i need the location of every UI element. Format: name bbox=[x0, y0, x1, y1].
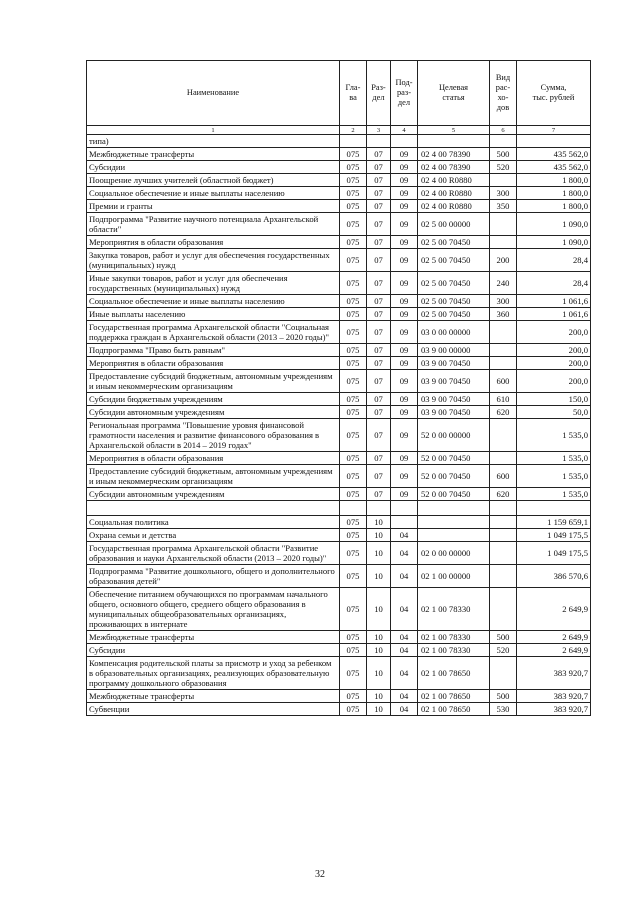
cell-razdel: 07 bbox=[367, 187, 391, 200]
cell-summa: 1 535,0 bbox=[517, 419, 591, 452]
cell-glava: 075 bbox=[340, 370, 367, 393]
cell-vid-rashodov bbox=[490, 213, 517, 236]
cell-name: Подпрограмма "Право быть равным" bbox=[87, 344, 340, 357]
cell-celevaya-statya: 02 5 00 70450 bbox=[418, 249, 490, 272]
col-number: 3 bbox=[367, 126, 391, 135]
cell-razdel: 07 bbox=[367, 200, 391, 213]
cell-podrazdel: 09 bbox=[391, 406, 418, 419]
cell-celevaya-statya: 02 4 00 R0880 bbox=[418, 174, 490, 187]
cell-razdel: 10 bbox=[367, 703, 391, 716]
cell-name: Государственная программа Архангельской области "Развитие образования и науки Архангельской области (2013 – 2020 годы)" bbox=[87, 542, 340, 565]
cell-razdel: 07 bbox=[367, 148, 391, 161]
cell-name: Государственная программа Архангельской области "Социальная поддержка граждан в Архангельской области (2013 – 2020 годы)" bbox=[87, 321, 340, 344]
cell-razdel: 07 bbox=[367, 161, 391, 174]
header-celevaya-statya: Целевая статья bbox=[418, 61, 490, 126]
cell-celevaya-statya: 03 9 00 00000 bbox=[418, 344, 490, 357]
cell-vid-rashodov: 620 bbox=[490, 488, 517, 501]
cell-celevaya-statya bbox=[418, 135, 490, 148]
cell-podrazdel: 04 bbox=[391, 690, 418, 703]
cell-razdel: 07 bbox=[367, 370, 391, 393]
cell-vid-rashodov: 600 bbox=[490, 465, 517, 488]
cell-vid-rashodov: 500 bbox=[490, 690, 517, 703]
cell-celevaya-statya: 02 1 00 78330 bbox=[418, 588, 490, 631]
cell-summa: 1 800,0 bbox=[517, 174, 591, 187]
table-row bbox=[87, 357, 591, 370]
table-row bbox=[87, 161, 591, 174]
header-glava: Гла- ва bbox=[340, 61, 367, 126]
cell-podrazdel bbox=[391, 516, 418, 529]
table-row bbox=[87, 529, 591, 542]
cell-glava: 075 bbox=[340, 644, 367, 657]
cell-name: Мероприятия в области образования bbox=[87, 357, 340, 370]
cell-glava: 075 bbox=[340, 161, 367, 174]
cell-summa: 386 570,6 bbox=[517, 565, 591, 588]
cell-summa: 1 535,0 bbox=[517, 452, 591, 465]
cell-razdel: 07 bbox=[367, 344, 391, 357]
cell-name: Межбюджетные трансферты bbox=[87, 690, 340, 703]
table-row bbox=[87, 295, 591, 308]
cell-vid-rashodov: 520 bbox=[490, 161, 517, 174]
cell-celevaya-statya: 02 1 00 78330 bbox=[418, 644, 490, 657]
cell-glava: 075 bbox=[340, 406, 367, 419]
header-name: Наименование bbox=[87, 61, 340, 126]
cell-celevaya-statya: 03 9 00 70450 bbox=[418, 393, 490, 406]
cell-name bbox=[87, 501, 340, 516]
cell-summa: 2 649,9 bbox=[517, 631, 591, 644]
table-header-row bbox=[87, 61, 591, 126]
cell-glava: 075 bbox=[340, 200, 367, 213]
cell-razdel: 07 bbox=[367, 213, 391, 236]
cell-summa: 1 061,6 bbox=[517, 295, 591, 308]
cell-summa: 383 920,7 bbox=[517, 690, 591, 703]
cell-summa: 28,4 bbox=[517, 249, 591, 272]
cell-glava: 075 bbox=[340, 295, 367, 308]
cell-celevaya-statya: 02 1 00 78650 bbox=[418, 690, 490, 703]
cell-vid-rashodov bbox=[490, 321, 517, 344]
cell-celevaya-statya: 02 0 00 00000 bbox=[418, 542, 490, 565]
table-row bbox=[87, 272, 591, 295]
cell-celevaya-statya bbox=[418, 501, 490, 516]
cell-razdel: 07 bbox=[367, 357, 391, 370]
cell-vid-rashodov: 360 bbox=[490, 308, 517, 321]
cell-celevaya-statya: 03 9 00 70450 bbox=[418, 357, 490, 370]
col-number: 7 bbox=[517, 126, 591, 135]
table-row bbox=[87, 501, 591, 516]
cell-razdel: 10 bbox=[367, 516, 391, 529]
cell-glava: 075 bbox=[340, 690, 367, 703]
cell-vid-rashodov bbox=[490, 419, 517, 452]
cell-podrazdel: 09 bbox=[391, 295, 418, 308]
cell-vid-rashodov: 530 bbox=[490, 703, 517, 716]
cell-name: Межбюджетные трансферты bbox=[87, 631, 340, 644]
table-row bbox=[87, 236, 591, 249]
cell-summa: 1 061,6 bbox=[517, 308, 591, 321]
cell-name: Мероприятия в области образования bbox=[87, 236, 340, 249]
table-row bbox=[87, 488, 591, 501]
cell-podrazdel: 09 bbox=[391, 393, 418, 406]
cell-vid-rashodov: 610 bbox=[490, 393, 517, 406]
header-razdel: Раз- дел bbox=[367, 61, 391, 126]
cell-razdel: 07 bbox=[367, 452, 391, 465]
cell-celevaya-statya: 52 0 00 70450 bbox=[418, 452, 490, 465]
header-summa: Сумма, тыс. рублей bbox=[517, 61, 591, 126]
cell-celevaya-statya bbox=[418, 516, 490, 529]
cell-summa: 150,0 bbox=[517, 393, 591, 406]
cell-razdel: 07 bbox=[367, 321, 391, 344]
cell-summa: 383 920,7 bbox=[517, 703, 591, 716]
cell-glava: 075 bbox=[340, 588, 367, 631]
table-row bbox=[87, 174, 591, 187]
cell-vid-rashodov bbox=[490, 565, 517, 588]
cell-summa: 1 159 659,1 bbox=[517, 516, 591, 529]
cell-name: Предоставление субсидий бюджетным, автономным учреждениям и иным некоммерческим организациям bbox=[87, 465, 340, 488]
table-row bbox=[87, 703, 591, 716]
cell-vid-rashodov: 350 bbox=[490, 200, 517, 213]
cell-podrazdel: 04 bbox=[391, 588, 418, 631]
cell-razdel: 10 bbox=[367, 565, 391, 588]
cell-summa: 1 800,0 bbox=[517, 200, 591, 213]
cell-vid-rashodov: 520 bbox=[490, 644, 517, 657]
cell-celevaya-statya: 02 1 00 78330 bbox=[418, 631, 490, 644]
cell-celevaya-statya: 02 4 00 R0880 bbox=[418, 200, 490, 213]
cell-celevaya-statya: 02 4 00 78390 bbox=[418, 148, 490, 161]
cell-summa: 2 649,9 bbox=[517, 644, 591, 657]
cell-podrazdel: 09 bbox=[391, 465, 418, 488]
cell-name: Субсидии бюджетным учреждениям bbox=[87, 393, 340, 406]
column-numbers-row bbox=[87, 126, 591, 135]
cell-celevaya-statya: 03 0 00 00000 bbox=[418, 321, 490, 344]
cell-glava: 075 bbox=[340, 393, 367, 406]
cell-glava: 075 bbox=[340, 213, 367, 236]
table-row bbox=[87, 249, 591, 272]
cell-vid-rashodov: 500 bbox=[490, 631, 517, 644]
cell-celevaya-statya: 02 1 00 78650 bbox=[418, 657, 490, 690]
header-podrazdel: Под- раз- дел bbox=[391, 61, 418, 126]
cell-celevaya-statya: 02 4 00 78390 bbox=[418, 161, 490, 174]
cell-podrazdel bbox=[391, 501, 418, 516]
cell-summa: 1 535,0 bbox=[517, 465, 591, 488]
cell-podrazdel: 09 bbox=[391, 148, 418, 161]
cell-vid-rashodov bbox=[490, 529, 517, 542]
cell-name: Обеспечение питанием обучающихся по программам начального общего, основного общего, среднего общего образования в муниципальных общеобразовательных организациях, проживающих в интернате bbox=[87, 588, 340, 631]
cell-glava: 075 bbox=[340, 148, 367, 161]
cell-glava: 075 bbox=[340, 272, 367, 295]
cell-glava: 075 bbox=[340, 344, 367, 357]
cell-vid-rashodov: 300 bbox=[490, 295, 517, 308]
col-number: 2 bbox=[340, 126, 367, 135]
table-row bbox=[87, 213, 591, 236]
cell-razdel: 07 bbox=[367, 272, 391, 295]
cell-vid-rashodov bbox=[490, 357, 517, 370]
cell-podrazdel: 09 bbox=[391, 272, 418, 295]
cell-vid-rashodov: 240 bbox=[490, 272, 517, 295]
cell-podrazdel: 09 bbox=[391, 236, 418, 249]
cell-celevaya-statya: 02 5 00 70450 bbox=[418, 272, 490, 295]
cell-glava: 075 bbox=[340, 236, 367, 249]
cell-podrazdel: 09 bbox=[391, 370, 418, 393]
cell-name: Подпрограмма "Развитие дошкольного, общего и дополнительного образования детей" bbox=[87, 565, 340, 588]
table-row bbox=[87, 644, 591, 657]
cell-podrazdel: 09 bbox=[391, 187, 418, 200]
cell-razdel: 10 bbox=[367, 644, 391, 657]
cell-vid-rashodov bbox=[490, 657, 517, 690]
cell-vid-rashodov bbox=[490, 542, 517, 565]
cell-podrazdel: 04 bbox=[391, 657, 418, 690]
col-number: 4 bbox=[391, 126, 418, 135]
table-row bbox=[87, 135, 591, 148]
cell-celevaya-statya: 02 1 00 00000 bbox=[418, 565, 490, 588]
cell-podrazdel: 04 bbox=[391, 631, 418, 644]
cell-podrazdel: 09 bbox=[391, 344, 418, 357]
cell-summa: 200,0 bbox=[517, 370, 591, 393]
cell-glava: 075 bbox=[340, 565, 367, 588]
cell-name: Компенсация родительской платы за присмотр и уход за ребенком в образовательных организациях, реализующих образовательную программу дошкольного образования bbox=[87, 657, 340, 690]
cell-glava: 075 bbox=[340, 174, 367, 187]
cell-name: Социальное обеспечение и иные выплаты населению bbox=[87, 295, 340, 308]
table-row bbox=[87, 187, 591, 200]
cell-celevaya-statya: 02 5 00 70450 bbox=[418, 236, 490, 249]
cell-celevaya-statya: 02 5 00 00000 bbox=[418, 213, 490, 236]
cell-celevaya-statya: 03 9 00 70450 bbox=[418, 406, 490, 419]
cell-vid-rashodov bbox=[490, 236, 517, 249]
cell-vid-rashodov bbox=[490, 135, 517, 148]
cell-podrazdel: 09 bbox=[391, 249, 418, 272]
cell-celevaya-statya: 52 0 00 70450 bbox=[418, 465, 490, 488]
cell-celevaya-statya bbox=[418, 529, 490, 542]
cell-name: Межбюджетные трансферты bbox=[87, 148, 340, 161]
cell-glava bbox=[340, 501, 367, 516]
table-row bbox=[87, 657, 591, 690]
cell-podrazdel: 04 bbox=[391, 529, 418, 542]
cell-razdel: 10 bbox=[367, 542, 391, 565]
cell-name: Поощрение лучших учителей (областной бюджет) bbox=[87, 174, 340, 187]
cell-razdel: 07 bbox=[367, 174, 391, 187]
cell-podrazdel: 09 bbox=[391, 308, 418, 321]
table-body bbox=[87, 135, 591, 716]
table-row bbox=[87, 465, 591, 488]
cell-glava bbox=[340, 135, 367, 148]
cell-razdel: 07 bbox=[367, 419, 391, 452]
cell-razdel: 10 bbox=[367, 657, 391, 690]
cell-celevaya-statya: 02 4 00 R0880 bbox=[418, 187, 490, 200]
cell-name: Закупка товаров, работ и услуг для обеспечения государственных (муниципальных) нужд bbox=[87, 249, 340, 272]
cell-glava: 075 bbox=[340, 187, 367, 200]
col-number: 6 bbox=[490, 126, 517, 135]
cell-summa: 200,0 bbox=[517, 344, 591, 357]
cell-name: Иные закупки товаров, работ и услуг для обеспечения государственных (муниципальных) нужд bbox=[87, 272, 340, 295]
cell-summa: 50,0 bbox=[517, 406, 591, 419]
cell-razdel: 07 bbox=[367, 295, 391, 308]
cell-vid-rashodov: 300 bbox=[490, 187, 517, 200]
table-row bbox=[87, 370, 591, 393]
cell-celevaya-statya: 52 0 00 70450 bbox=[418, 488, 490, 501]
cell-summa: 1 049 175,5 bbox=[517, 529, 591, 542]
cell-summa: 1 800,0 bbox=[517, 187, 591, 200]
cell-razdel: 07 bbox=[367, 465, 391, 488]
cell-summa: 28,4 bbox=[517, 272, 591, 295]
cell-vid-rashodov bbox=[490, 588, 517, 631]
cell-name: Иные выплаты населению bbox=[87, 308, 340, 321]
cell-summa: 1 090,0 bbox=[517, 236, 591, 249]
table-row bbox=[87, 516, 591, 529]
table-row bbox=[87, 690, 591, 703]
cell-vid-rashodov bbox=[490, 174, 517, 187]
cell-name: Охрана семьи и детства bbox=[87, 529, 340, 542]
cell-glava: 075 bbox=[340, 419, 367, 452]
table-row bbox=[87, 565, 591, 588]
cell-razdel: 07 bbox=[367, 308, 391, 321]
table-row bbox=[87, 406, 591, 419]
cell-podrazdel: 09 bbox=[391, 213, 418, 236]
cell-glava: 075 bbox=[340, 308, 367, 321]
table-row bbox=[87, 452, 591, 465]
cell-podrazdel: 04 bbox=[391, 542, 418, 565]
cell-name: Социальная политика bbox=[87, 516, 340, 529]
cell-celevaya-statya: 02 5 00 70450 bbox=[418, 295, 490, 308]
cell-podrazdel: 04 bbox=[391, 565, 418, 588]
table-row bbox=[87, 393, 591, 406]
cell-vid-rashodov: 200 bbox=[490, 249, 517, 272]
cell-podrazdel: 09 bbox=[391, 452, 418, 465]
cell-glava: 075 bbox=[340, 542, 367, 565]
col-number: 5 bbox=[418, 126, 490, 135]
cell-vid-rashodov bbox=[490, 516, 517, 529]
cell-summa: 1 090,0 bbox=[517, 213, 591, 236]
cell-razdel bbox=[367, 135, 391, 148]
page-number: 32 bbox=[315, 869, 325, 880]
cell-name: Предоставление субсидий бюджетным, автономным учреждениям и иным некоммерческим организациям bbox=[87, 370, 340, 393]
cell-razdel bbox=[367, 501, 391, 516]
table-row bbox=[87, 631, 591, 644]
cell-glava: 075 bbox=[340, 529, 367, 542]
cell-summa: 435 562,0 bbox=[517, 161, 591, 174]
cell-glava: 075 bbox=[340, 465, 367, 488]
cell-summa: 200,0 bbox=[517, 321, 591, 344]
table-row bbox=[87, 419, 591, 452]
budget-table-sheet bbox=[86, 60, 590, 716]
cell-summa bbox=[517, 135, 591, 148]
cell-razdel: 07 bbox=[367, 488, 391, 501]
cell-celevaya-statya: 02 5 00 70450 bbox=[418, 308, 490, 321]
table-row bbox=[87, 200, 591, 213]
cell-podrazdel: 04 bbox=[391, 703, 418, 716]
cell-podrazdel: 09 bbox=[391, 488, 418, 501]
cell-vid-rashodov: 620 bbox=[490, 406, 517, 419]
cell-name: Субсидии автономным учреждениям bbox=[87, 406, 340, 419]
table-row bbox=[87, 321, 591, 344]
table-row bbox=[87, 148, 591, 161]
cell-razdel: 07 bbox=[367, 236, 391, 249]
cell-glava: 075 bbox=[340, 516, 367, 529]
cell-vid-rashodov bbox=[490, 452, 517, 465]
cell-razdel: 07 bbox=[367, 393, 391, 406]
header-vid-rashodov: Вид рас- хо- дов bbox=[490, 61, 517, 126]
cell-name: Субсидии автономным учреждениям bbox=[87, 488, 340, 501]
cell-podrazdel: 09 bbox=[391, 200, 418, 213]
cell-name: Мероприятия в области образования bbox=[87, 452, 340, 465]
cell-name: типа) bbox=[87, 135, 340, 148]
budget-table bbox=[86, 60, 591, 716]
cell-glava: 075 bbox=[340, 703, 367, 716]
cell-name: Премии и гранты bbox=[87, 200, 340, 213]
cell-celevaya-statya: 02 1 00 78650 bbox=[418, 703, 490, 716]
cell-razdel: 07 bbox=[367, 249, 391, 272]
cell-summa: 1 535,0 bbox=[517, 488, 591, 501]
cell-podrazdel: 09 bbox=[391, 419, 418, 452]
cell-podrazdel: 04 bbox=[391, 644, 418, 657]
cell-vid-rashodov bbox=[490, 501, 517, 516]
cell-name: Субвенции bbox=[87, 703, 340, 716]
cell-summa bbox=[517, 501, 591, 516]
cell-summa: 200,0 bbox=[517, 357, 591, 370]
cell-glava: 075 bbox=[340, 657, 367, 690]
cell-razdel: 07 bbox=[367, 406, 391, 419]
table-row bbox=[87, 542, 591, 565]
cell-name: Подпрограмма "Развитие научного потенциала Архангельской области" bbox=[87, 213, 340, 236]
cell-name: Субсидии bbox=[87, 161, 340, 174]
table-row bbox=[87, 344, 591, 357]
table-row bbox=[87, 308, 591, 321]
cell-glava: 075 bbox=[340, 452, 367, 465]
cell-razdel: 10 bbox=[367, 690, 391, 703]
cell-name: Субсидии bbox=[87, 644, 340, 657]
cell-name: Региональная программа "Повышение уровня финансовой грамотности населения и развитие финансового образования в Архангельской области в 2014 – 2019 годах" bbox=[87, 419, 340, 452]
cell-razdel: 10 bbox=[367, 529, 391, 542]
cell-vid-rashodov bbox=[490, 344, 517, 357]
cell-razdel: 10 bbox=[367, 588, 391, 631]
cell-summa: 383 920,7 bbox=[517, 657, 591, 690]
cell-podrazdel bbox=[391, 135, 418, 148]
cell-podrazdel: 09 bbox=[391, 357, 418, 370]
cell-vid-rashodov: 600 bbox=[490, 370, 517, 393]
cell-vid-rashodov: 500 bbox=[490, 148, 517, 161]
cell-razdel: 10 bbox=[367, 631, 391, 644]
cell-glava: 075 bbox=[340, 631, 367, 644]
cell-summa: 2 649,9 bbox=[517, 588, 591, 631]
cell-podrazdel: 09 bbox=[391, 321, 418, 344]
cell-glava: 075 bbox=[340, 357, 367, 370]
col-number: 1 bbox=[87, 126, 340, 135]
cell-podrazdel: 09 bbox=[391, 161, 418, 174]
cell-celevaya-statya: 52 0 00 00000 bbox=[418, 419, 490, 452]
table-row bbox=[87, 588, 591, 631]
cell-glava: 075 bbox=[340, 321, 367, 344]
cell-glava: 075 bbox=[340, 488, 367, 501]
cell-name: Социальное обеспечение и иные выплаты населению bbox=[87, 187, 340, 200]
cell-glava: 075 bbox=[340, 249, 367, 272]
cell-summa: 1 049 175,5 bbox=[517, 542, 591, 565]
cell-summa: 435 562,0 bbox=[517, 148, 591, 161]
cell-podrazdel: 09 bbox=[391, 174, 418, 187]
cell-celevaya-statya: 03 9 00 70450 bbox=[418, 370, 490, 393]
